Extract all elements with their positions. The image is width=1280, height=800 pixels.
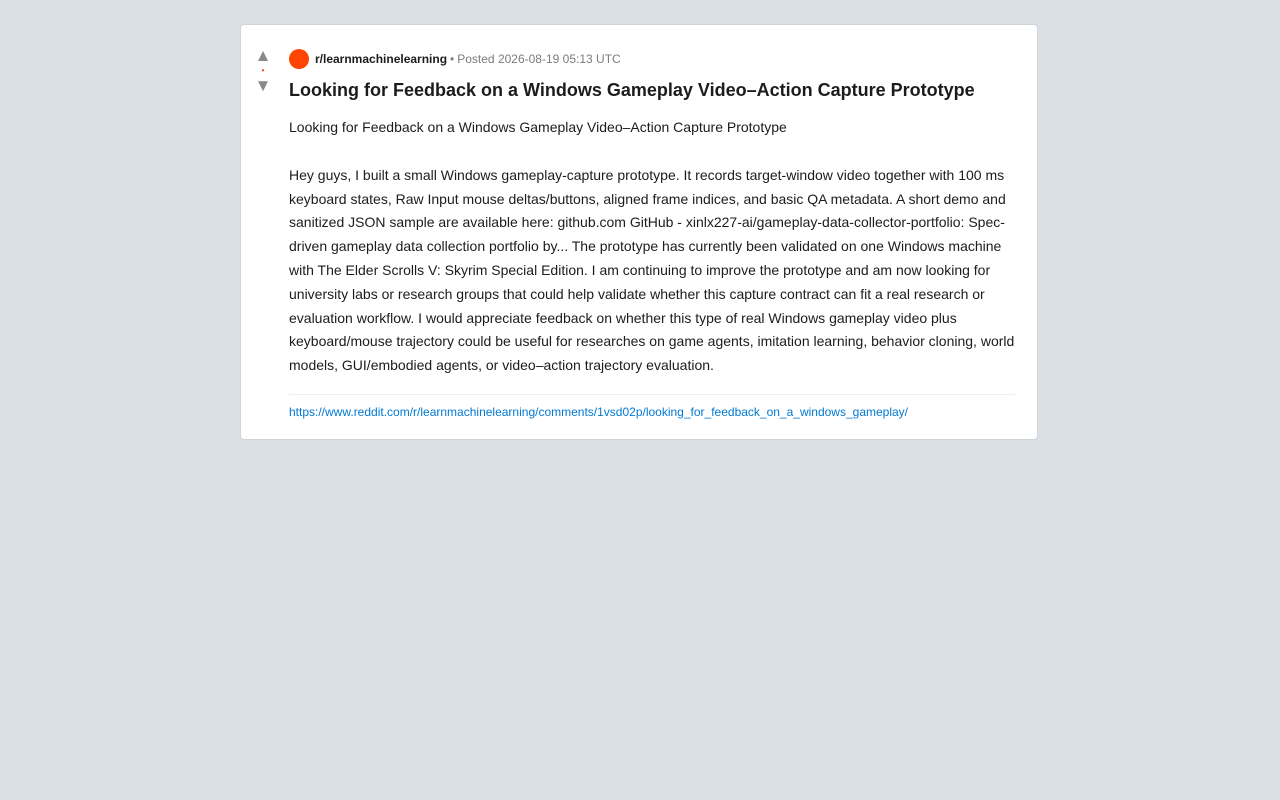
vote-column	[241, 47, 285, 95]
post-content	[289, 49, 1015, 420]
post-permalink[interactable]: https://www.reddit.com/r/learnmachinelearning/comments/1vsd02p/looking_for_feedback_on_a_windows_gameplay/	[289, 404, 909, 419]
subreddit-avatar-icon[interactable]	[289, 49, 309, 69]
post-footer	[289, 394, 1015, 420]
post-card	[240, 24, 1038, 440]
post-body-heading: Looking for Feedback on a Windows Gameplay Video–Action Capture Prototype	[289, 119, 787, 135]
post-title[interactable]: Looking for Feedback on a Windows Gameplay Video–Action Capture Prototype	[289, 80, 975, 100]
post-body-text: Hey guys, I built a small Windows gameplay-capture prototype. It records target-window video together with 100 ms keyboard states, Raw Input mouse deltas/buttons, aligned frame indices, and basic QA metadata. A short demo and sanitized JSON sample are available here: github.com GitHub - xinlx227-ai/gameplay-data-collector-portfolio: Spec-driven gameplay data collection portfolio by... The prototype has currently been validated on one Windows machine with The Elder Scrolls V: Skyrim Special Edition. I am continuing to improve the prototype and am now looking for university labs or research groups that could help validate whether this capture contract can fit a real research or evaluation workflow. I would appreciate feedback on whether this type of real Windows gameplay video plus keyboard/mouse trajectory could be useful for researches on game agents, imitation learning, behavior cloning, world models, GUI/embodied agents, or video–action trajectory evaluation.	[289, 166, 1015, 374]
meta-separator: •	[450, 52, 455, 66]
post-body	[289, 116, 1015, 378]
post-meta	[289, 49, 1015, 69]
upvote-arrow-icon[interactable]: ▲	[254, 46, 272, 65]
subreddit-link[interactable]: r/learnmachinelearning	[315, 52, 448, 66]
post-timestamp: Posted 2026-08-19 05:13 UTC	[457, 52, 621, 66]
vote-score: •	[261, 66, 265, 75]
downvote-arrow-icon[interactable]: ▼	[254, 76, 272, 95]
